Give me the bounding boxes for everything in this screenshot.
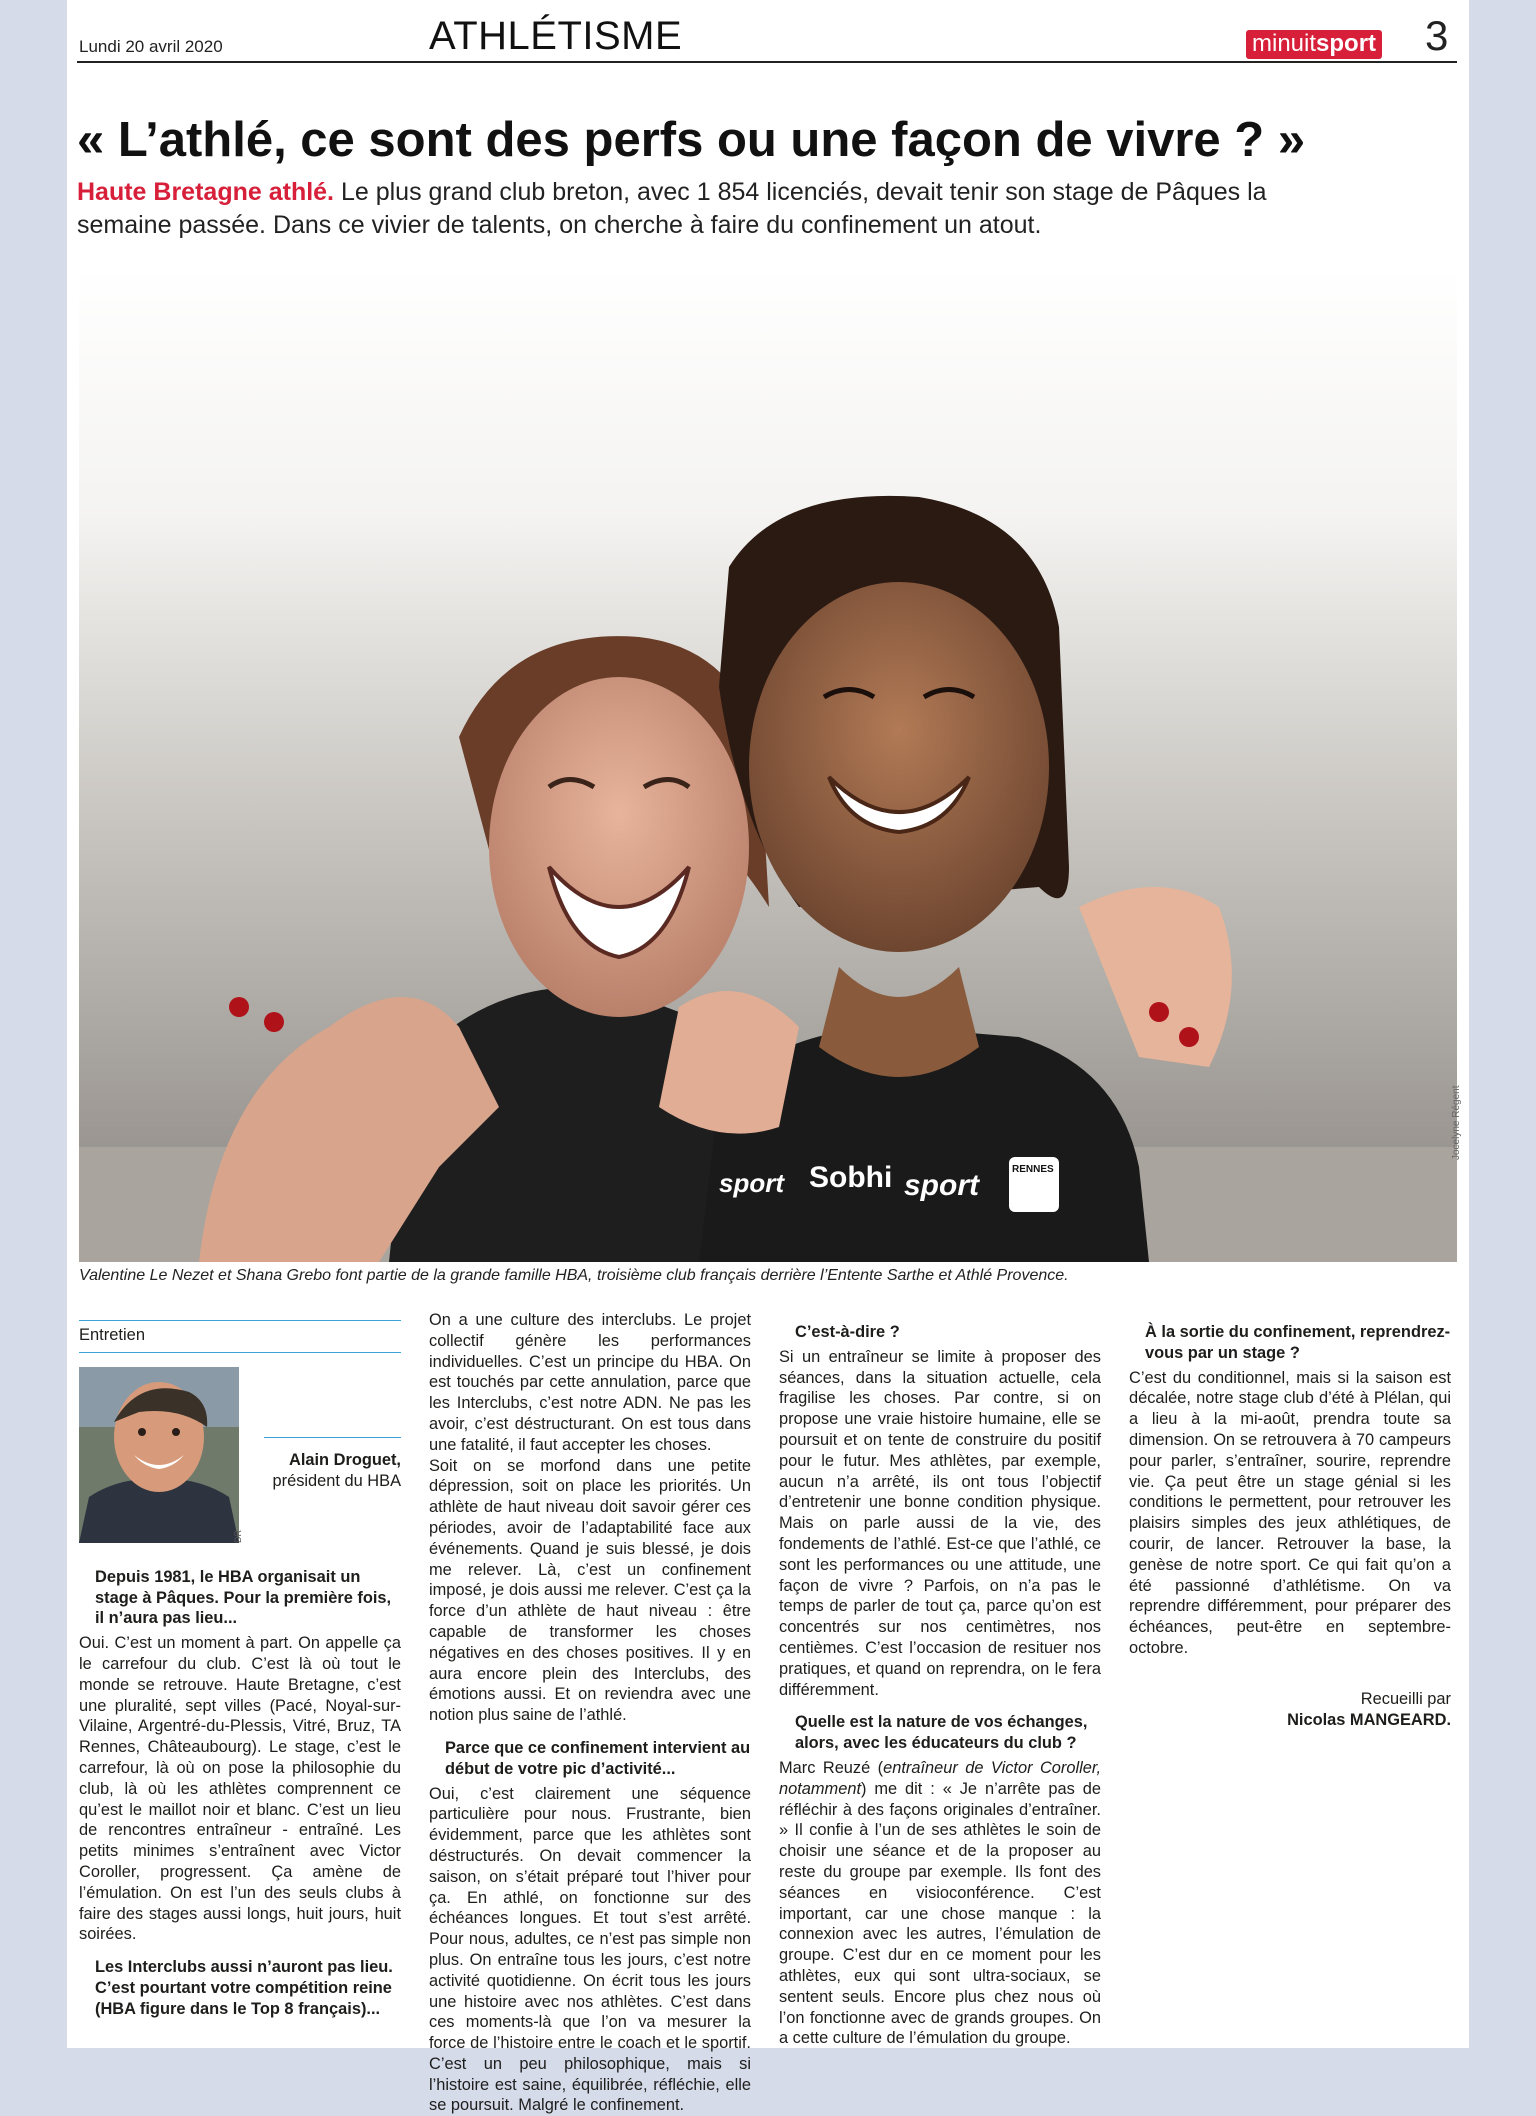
question-6: À la sortie du confinement, reprendrez-vous par un stage ? <box>1145 1323 1451 1362</box>
main-photo <box>79 267 1457 1262</box>
avatar <box>79 1367 239 1543</box>
answer-2a: On a une culture des interclubs. Le projet collectif génère les performances individuelles. C’est un principe du HBA. On est touchés par cette annulation, parce que les Interclubs, c’est notre ADN. Ne pas les avoir, c’est déstructurant. On est tous dans une fatalité, il faut accepter les choses. <box>429 1311 751 1454</box>
answer-5 <box>779 1758 1101 2049</box>
deck-kicker: Haute Bretagne athlé. <box>77 178 335 206</box>
answer-6: C’est du conditionnel, mais si la saison est décalée, notre stage club d’été à Plélan, qui a lieu à la mi-août, prendra toute sa dimension. On se retrouvera à 70 campeurs pour parler, s’entraîner, sourire, reprendre vie. Ça peut être un stage génial si les conditions le permettent, pour retrouver les plaisirs simples des jeux athlétiques, de courir, de lancer. Retrouver la base, la genèse de notre sport. Ce qui fait qu’on a été passionné d’athlétisme. On va reprendre différemment, pour préparer des échéances, peut-être en septembre-octobre. <box>1129 1368 1451 1657</box>
answer-1: Oui. C’est un moment à part. On appelle ça le carrefour du club. C’est là où tout le monde se retrouve. Haute Bretagne, c’est une pluralité, sept villes (Pacé, Noyal-sur-Vilaine, Argentré-du-Plessis, Vitré, Bruz, TA Rennes, Châteaubourg). Le stage, c’est le carrefour, là où on pose la philosophie du club, là où les athlètes comprennent ce qu’est le maillot noir et blanc. C’est un lieu de rencontres entraîneur - entraîné. Les petits minimes s’entraînent avec Victor Coroller, progressent. Ça amène de l’émulation. On est l’un des seuls clubs à faire des stages aussi longs, huit jours, huit soirées. <box>79 1634 401 1944</box>
question-2: Les Interclubs aussi n’auront pas lieu. C’est pourtant votre compétition reine (HBA figure dans le Top 8 français)... <box>95 1958 393 2018</box>
newspaper-page <box>67 0 1469 2115</box>
jersey-badge-text: RENNES <box>1012 1164 1054 1175</box>
logo-bold-text: sport <box>1316 30 1377 57</box>
photo-credit: Jocelyne Régent <box>1451 1085 1462 1160</box>
answer-4: Si un entraîneur se limite à proposer des séances, dans la situation actuelle, cela fragilise les choses. Par contre, si on propose une vraie histoire humaine, elle se poursuit et on tente de construire du positif pour le futur. Mes athlètes, par exemple, aucun n’a arrêté, ils ont tous l’objectif d’entretenir une bonne condition physique. Mais on parle aussi de la vie, des fondements de l’athlé. Est-ce que l’athlé, ce sont les performances ou une attitude, une façon de vivre ? Parfois, on n’a pas le temps de parler de tout ça, parce qu’on est concentrés sur nos centimètres, nos centièmes. C’est l’occasion de resituer nos pratiques, et quand on reprendra, on le fera différemment. <box>779 1347 1101 1699</box>
article-title: « L’athlé, ce sont des perfs ou une façon de vivre ? » <box>77 113 1306 167</box>
question-5: Quelle est la nature de vos échanges, alors, avec les éducateurs du club ? <box>795 1713 1088 1753</box>
issue-date: Lundi 20 avril 2020 <box>79 37 223 56</box>
text-column-4 <box>1129 1310 1451 1730</box>
answer-2b: Soit on se morfond dans une petite dépression, soit on place les priorités. Un athlète de haut niveau doit savoir gérer ces périodes, avoir de l’adaptabilité face aux événements. Quand je suis blessé, je dois me relever. Là, c’est un confinement imposé, je dois aussi me relever. C’est ça la force d’un athlète de haut niveau : être capable de transformer les choses négatives en des choses positives. Il y en aura encore plein des Interclubs, des émotions aussi. Et on reviendra avec une notion plus saine de l’athlé. <box>429 1456 751 1725</box>
byline <box>1129 1689 1451 1731</box>
photo-caption: Valentine Le Nezet et Shana Grebo font partie de la grande famille HBA, troisième club français derrière l’Entente Sarthe et Athlé Provence. <box>79 1267 1069 1284</box>
answer-5-rest: ) me dit : « Je n’arrête pas de réfléchir à des façons originales d’entraîner. » Il confie à l’un de ses athlètes le soin de choisir une séance et de la proposer au reste du groupe par exemple. Ils font des séances en visioconférence. C’est important, car une chose manque : la connexion avec les autres, l’émulation de groupe. C’est dur en ce moment pour les athlètes, eux qui sont ultra-sociaux, se sentent seuls. Encore plus chez nous où l’on fonctionne avec de grands groupes. On a cette culture de l’émulation du groupe. <box>779 1779 1101 2048</box>
question-1: Depuis 1981, le HBA organisait un stage à Pâques. Pour la première fois, il n’aura pas lieu... <box>95 1567 392 1628</box>
byline-line-2: Nicolas MANGEARD. <box>1287 1710 1451 1729</box>
jersey-text-left: sport <box>719 1168 784 1198</box>
answer-5-name: Marc Reuzé ( <box>779 1758 884 1777</box>
answer-3: Oui, c’est clairement une séquence particulière pour nous. Frustrante, bien évidemment, parce que les athlètes sont déstructurés. On devait commencer la saison, on s’était préparé tout l’hiver pour ça. En athlé, on fonctionne sur des échéances longues. Et tout s’est arrêté. Pour nous, adultes, ce n’est pas simple non plus. On entraîne tous les jours, c’est notre activité quotidienne. On écrit tous les jours une histoire avec nos athlètes. C’est dans ces moments-là que l’on va mesurer la force de l’histoire entre le coach et le sportif. C’est un peu philosophique, mais si l’histoire est saine, équilibrée, réfléchie, elle se poursuit. Malgré le confinement. <box>429 1784 751 2115</box>
portrait-credit: DR <box>233 1529 243 1543</box>
jersey-text-right: Sobhi <box>809 1161 893 1194</box>
byline-line-1: Recueilli par <box>1360 1689 1451 1708</box>
section-label: Entretien <box>79 1320 401 1353</box>
nail-polish <box>229 997 249 1017</box>
article-deck <box>77 176 1327 242</box>
deck-text: Le plus grand club breton, avec 1 854 licenciés, devait tenir son stage de Pâques la semaine passée. Dans ce vivier de talents, on cherche à faire du confinement un atout. <box>77 178 1267 239</box>
text-column-2 <box>429 1310 751 2116</box>
section-rubric: ATHLÉTISME <box>429 14 683 58</box>
question-3: Parce que ce confinement intervient au début de votre pic d’activité... <box>445 1738 751 1778</box>
interviewee-box <box>79 1367 401 1567</box>
athletes-photo-illustration <box>79 267 1457 1262</box>
question-4: C’est-à-dire ? <box>795 1323 900 1341</box>
minuitsport-logo <box>1246 30 1382 59</box>
interviewee-caption <box>264 1437 401 1492</box>
interviewee-name: Alain Droguet, <box>288 1450 401 1469</box>
portrait-illustration <box>79 1367 239 1543</box>
text-column-1 <box>79 1310 401 2024</box>
logo-light-text: minuit <box>1252 30 1317 57</box>
jersey-text-right-2: sport <box>904 1169 979 1202</box>
answer-5-italic: entraîneur de Victor Coroller, notamment <box>779 1758 1101 1798</box>
interviewee-role: président du HBA <box>272 1471 401 1490</box>
header-rule <box>77 61 1457 63</box>
page-number: 3 <box>1425 12 1449 59</box>
text-column-3 <box>779 1310 1101 2049</box>
